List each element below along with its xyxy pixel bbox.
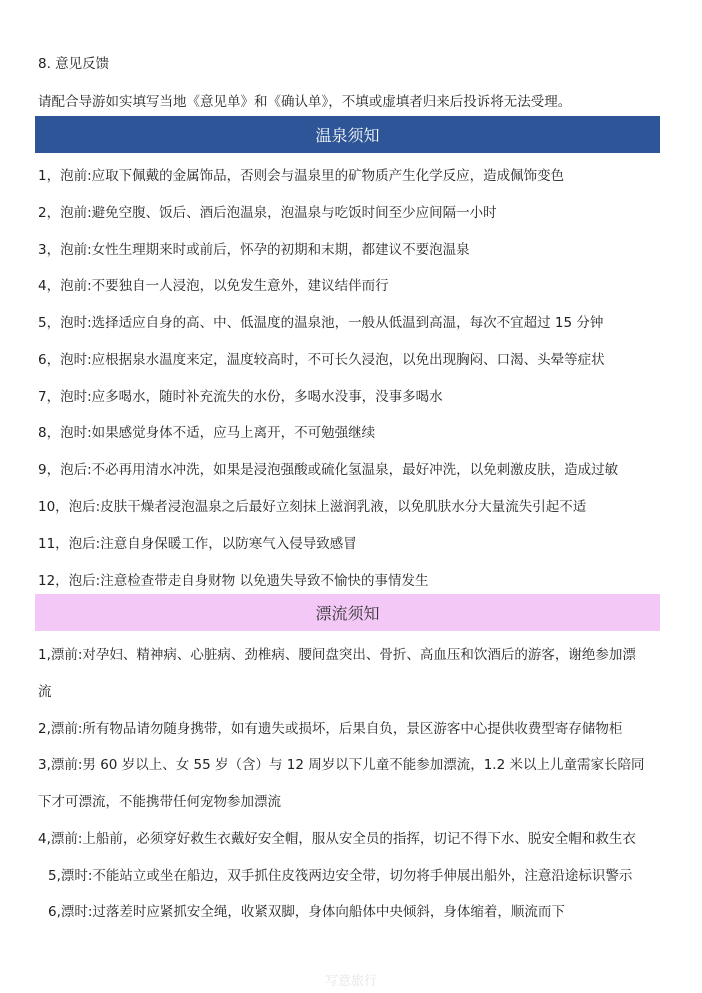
hot-spring-title: 温泉须知 — [315, 126, 380, 145]
hot-spring-item: 9，泡后:不必再用清水冲洗，如果是浸泡强酸或硫化氢温泉，最好冲洗，以免刺激皮肤，造成过敏 — [38, 462, 619, 478]
item8-text: 请配合导游如实填写当地《意见单》和《确认单》，不填或虚填者归来后投诉将无法受理。 — [38, 94, 572, 110]
rafting-item-continued: 下才可漂流，不能携带任何宠物参加漂流 — [38, 794, 281, 810]
rafting-item: 6,漂时:过落差时应紧抓安全绳，收紧双脚，身体向船体中央倾斜，身体缩着，顺流而下 — [48, 904, 565, 920]
hot-spring-item: 1，泡前:应取下佩戴的金属饰品，否则会与温泉里的矿物质产生化学反应，造成佩饰变色 — [38, 168, 565, 184]
hot-spring-item: 8，泡时:如果感觉身体不适，应马上离开，不可勉强继续 — [38, 425, 376, 441]
rafting-banner — [35, 594, 660, 631]
hot-spring-item: 7，泡时:应多喝水，随时补充流失的水份，多喝水没事，没事多喝水 — [38, 389, 443, 405]
rafting-item: 2,漂前:所有物品请勿随身携带，如有遗失或损坏，后果自负，景区游客中心提供收费型寄存储物柜 — [38, 721, 623, 737]
rafting-item: 3,漂前:男 60 岁以上、女 55 岁（含）与 12 周岁以下儿童不能参加漂流，1.2 米以上儿童需家长陪同 — [38, 757, 645, 773]
rafting-item: 1,漂前:对孕妇、精神病、心脏病、劲椎病、腰间盘突出、骨折、高血压和饮酒后的游客，谢绝参加漂 — [38, 647, 636, 663]
rafting-item: 4,漂前:上船前，必须穿好救生衣戴好安全帽，服从安全员的指挥，切记不得下水、脱安全帽和救生衣 — [38, 831, 636, 847]
hot-spring-item: 11，泡后:注意自身保暖工作，以防寒气入侵导致感冒 — [38, 536, 357, 552]
rafting-item: 5,漂时:不能站立或坐在船边，双手抓住皮筏两边安全带，切勿将手伸展出船外，注意沿途标识警示 — [48, 868, 633, 884]
watermark: 写意旅行 — [324, 974, 377, 989]
hot-spring-item: 10，泡后:皮肤干燥者浸泡温泉之后最好立刻抹上滋润乳液，以免肌肤水分大量流失引起不适 — [38, 499, 587, 515]
hot-spring-item: 2，泡前:避免空腹、饭后、酒后泡温泉，泡温泉与吃饭时间至少应间隔一小时 — [38, 205, 497, 221]
hot-spring-item: 4，泡前:不要独自一人浸泡，以免发生意外，建议结伴而行 — [38, 278, 389, 294]
hot-spring-item: 3，泡前:女性生理期来时或前后，怀孕的初期和末期，都建议不要泡温泉 — [38, 242, 470, 258]
hot-spring-item: 6，泡时:应根据泉水温度来定，温度较高时，不可长久浸泡，以免出现胸闷、口渴、头晕等症状 — [38, 352, 605, 368]
rafting-title: 漂流须知 — [315, 604, 380, 623]
rafting-item-continued: 流 — [38, 684, 52, 700]
hot-spring-banner — [35, 116, 660, 153]
item8-title: 8. 意见反馈 — [38, 56, 110, 72]
hot-spring-item: 12，泡后:注意检查带走自身财物 以免遗失导致不愉快的事情发生 — [38, 573, 429, 589]
hot-spring-item: 5，泡时:选择适应自身的高、中、低温度的温泉池，一般从低温到高温，每次不宜超过 15 分钟 — [38, 315, 604, 331]
